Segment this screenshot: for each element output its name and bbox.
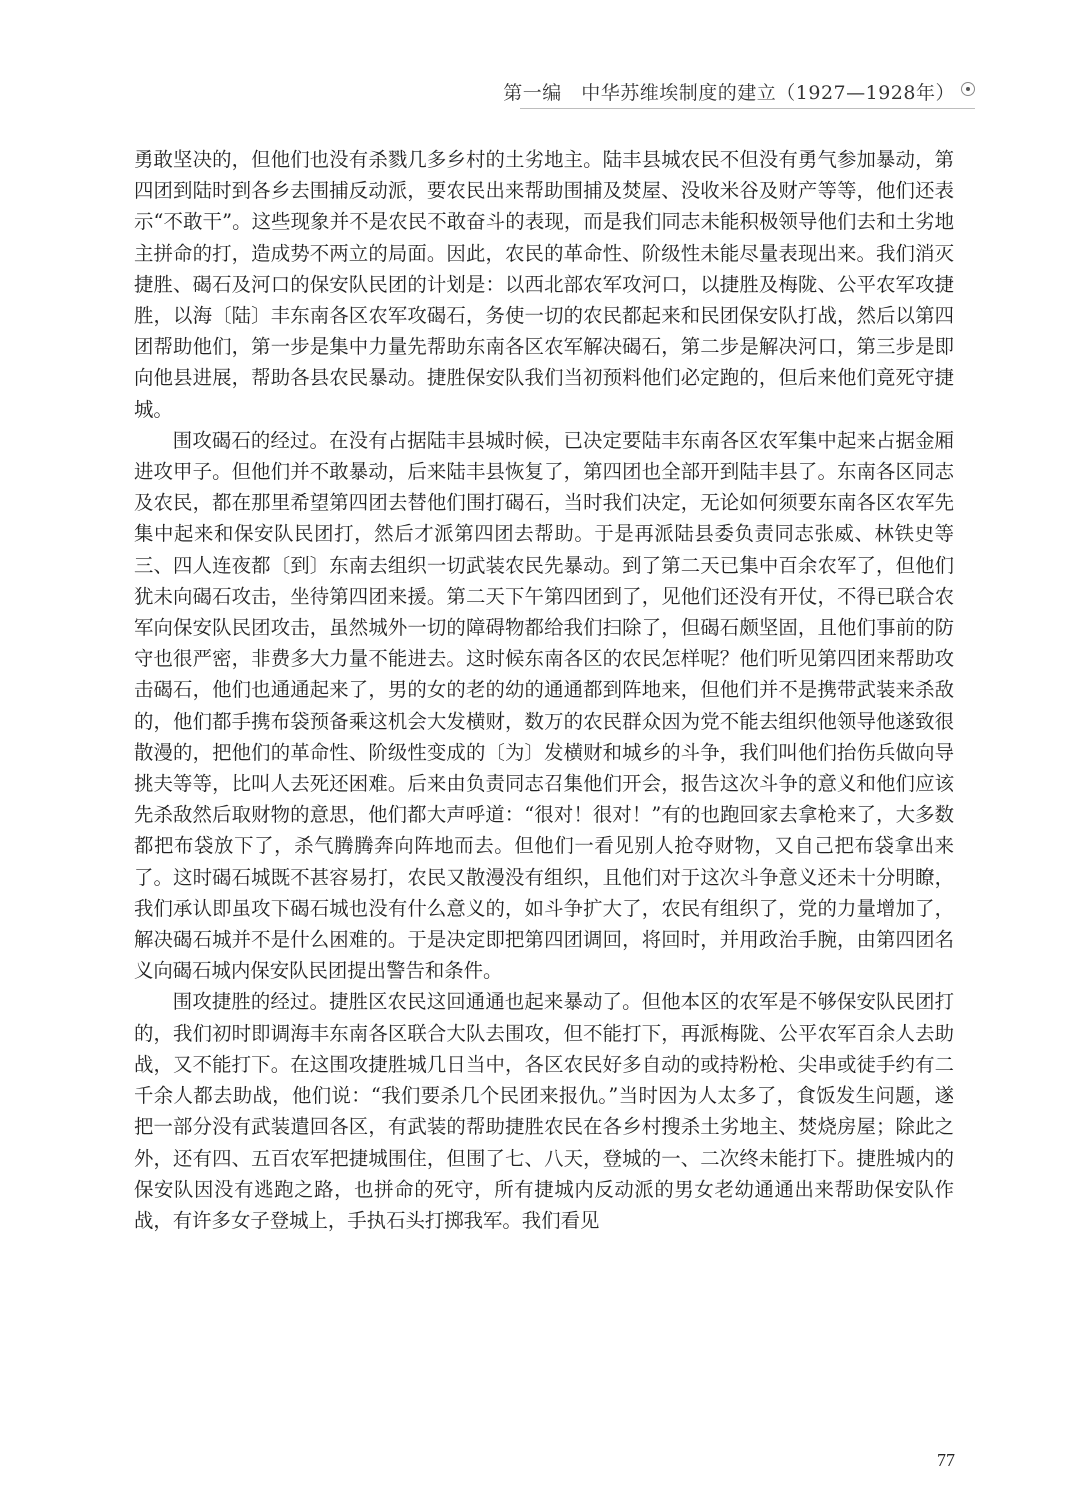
page-body (134, 144, 954, 1236)
circle-dot-icon (961, 82, 975, 96)
header-divider (520, 108, 975, 109)
paragraph-jiesheng-siege: 围攻捷胜的经过。捷胜区农民这回通通也起来暴动了。但他本区的农军是不够保安队民团打的，我们初时即调海丰东南各区联合大队去围攻，但不能打下，再派梅陇、公平农军百余人去助战，又不能打下。在这围攻捷胜城几日当中，各区农民好多自动的或持粉枪、尖串或徒手约有二千余人都去助战，他们说：“我们要杀几个民团来报仇。”当时因为人太多了，食饭发生问题，遂把一部分没有武装遣回各区，有武装的帮助捷胜农民在各乡村搜杀土劣地主、焚烧房屋；除此之外，还有四、五百农军把捷城围住，但围了七、八天，登城的一、二次终未能打下。捷胜城内的保安队因没有逃跑之路，也拼命的死守，所有捷城内反动派的男女老幼通通出来帮助保安队作战，有许多女子登城上，手执石头打掷我军。我们看见 (134, 990, 954, 1232)
paragraph-jieshi-siege: 围攻碣石的经过。在没有占据陆丰县城时候，已决定要陆丰东南各区农军集中起来占据金厢进攻甲子。但他们并不敢暴动，后来陆丰县恢复了，第四团也全部开到陆丰县了。东南各区同志及农民，都在那里希望第四团去替他们围打碣石，当时我们决定，无论如何须要东南各区农军先集中起来和保安队民团打，然后才派第四团去帮助。于是再派陆县委负责同志张威、林铁史等三、四人连夜都〔到〕东南去组织一切武装农民先暴动。到了第二天已集中百余农军了，但他们犹未向碣石攻击，坐待第四团来援。第二天下午第四团到了，见他们还没有开仗，不得已联合农军向保安队民团攻击，虽然城外一切的障碍物都给我们扫除了，但碣石颇坚固，且他们事前的防守也很严密，非费多大力量不能进去。这时候东南各区的农民怎样呢？他们听见第四团来帮助攻击碣石，他们也通通起来了，男的女的老的幼的通通都到阵地来，但他们并不是携带武装来杀敌的，他们都手携布袋预备乘这机会大发横财，数万的农民群众因为党不能去组织他领导他遂致很散漫的，把他们的革命性、阶级性变成的〔为〕发横财和城乡的斗争，我们叫他们抬伤兵做向导挑夫等等，比叫人去死还困难。后来由负责同志召集他们开会，报告这次斗争的意义和他们应该先杀敌然后取财物的意思，他们都大声呼道：“很对！很对！”有的也跑回家去拿枪来了，大多数都把布袋放下了，杀气腾腾奔向阵地而去。但他们一看见别人抢夺财物，又自己把布袋拿出来了。这时碣石城既不甚容易打，农民又散漫没有组织，且他们对于这次斗争意义还未十分明瞭，我们承认即虽攻下碣石城也没有什么意义的，如斗争扩大了，农民有组织了，党的力量增加了，解决碣石城并不是什么困难的。于是决定即把第四团调回，将回时，并用政治手腕，由第四团名义向碣石城内保安队民团提出警告和条件。 (134, 428, 954, 983)
running-title: 第一编 中华苏维埃制度的建立（1927—1928年） (503, 82, 955, 104)
paragraph-continuation: 勇敢坚决的，但他们也没有杀戮几多乡村的土劣地主。陆丰县城农民不但没有勇气参加暴动，第四团到陆时到各乡去围捕反动派，要农民出来帮助围捕及焚屋、没收米谷及财产等等，他们还表示“不敢干”。这些现象并不是农民不敢奋斗的表现，而是我们同志未能积极领导他们去和土劣地主拼命的打，造成势不两立的局面。因此，农民的革命性、阶级性未能尽量表现出来。我们消灭捷胜、碣石及河口的保安队民团的计划是：以西北部农军攻河口，以捷胜及梅陇、公平农军攻捷胜，以海〔陆〕丰东南各区农军攻碣石，务使一切的农民都起来和民团保安队打战，然后以第四团帮助他们，第一步是集中力量先帮助东南各区农军解决碣石，第二步是解决河口，第三步是即向他县进展，帮助各县农民暴动。捷胜保安队我们当初预料他们必定跑的，但后来他们竟死守捷城。 (134, 148, 954, 421)
running-header (0, 72, 1083, 112)
page-number: 77 (937, 1450, 955, 1470)
